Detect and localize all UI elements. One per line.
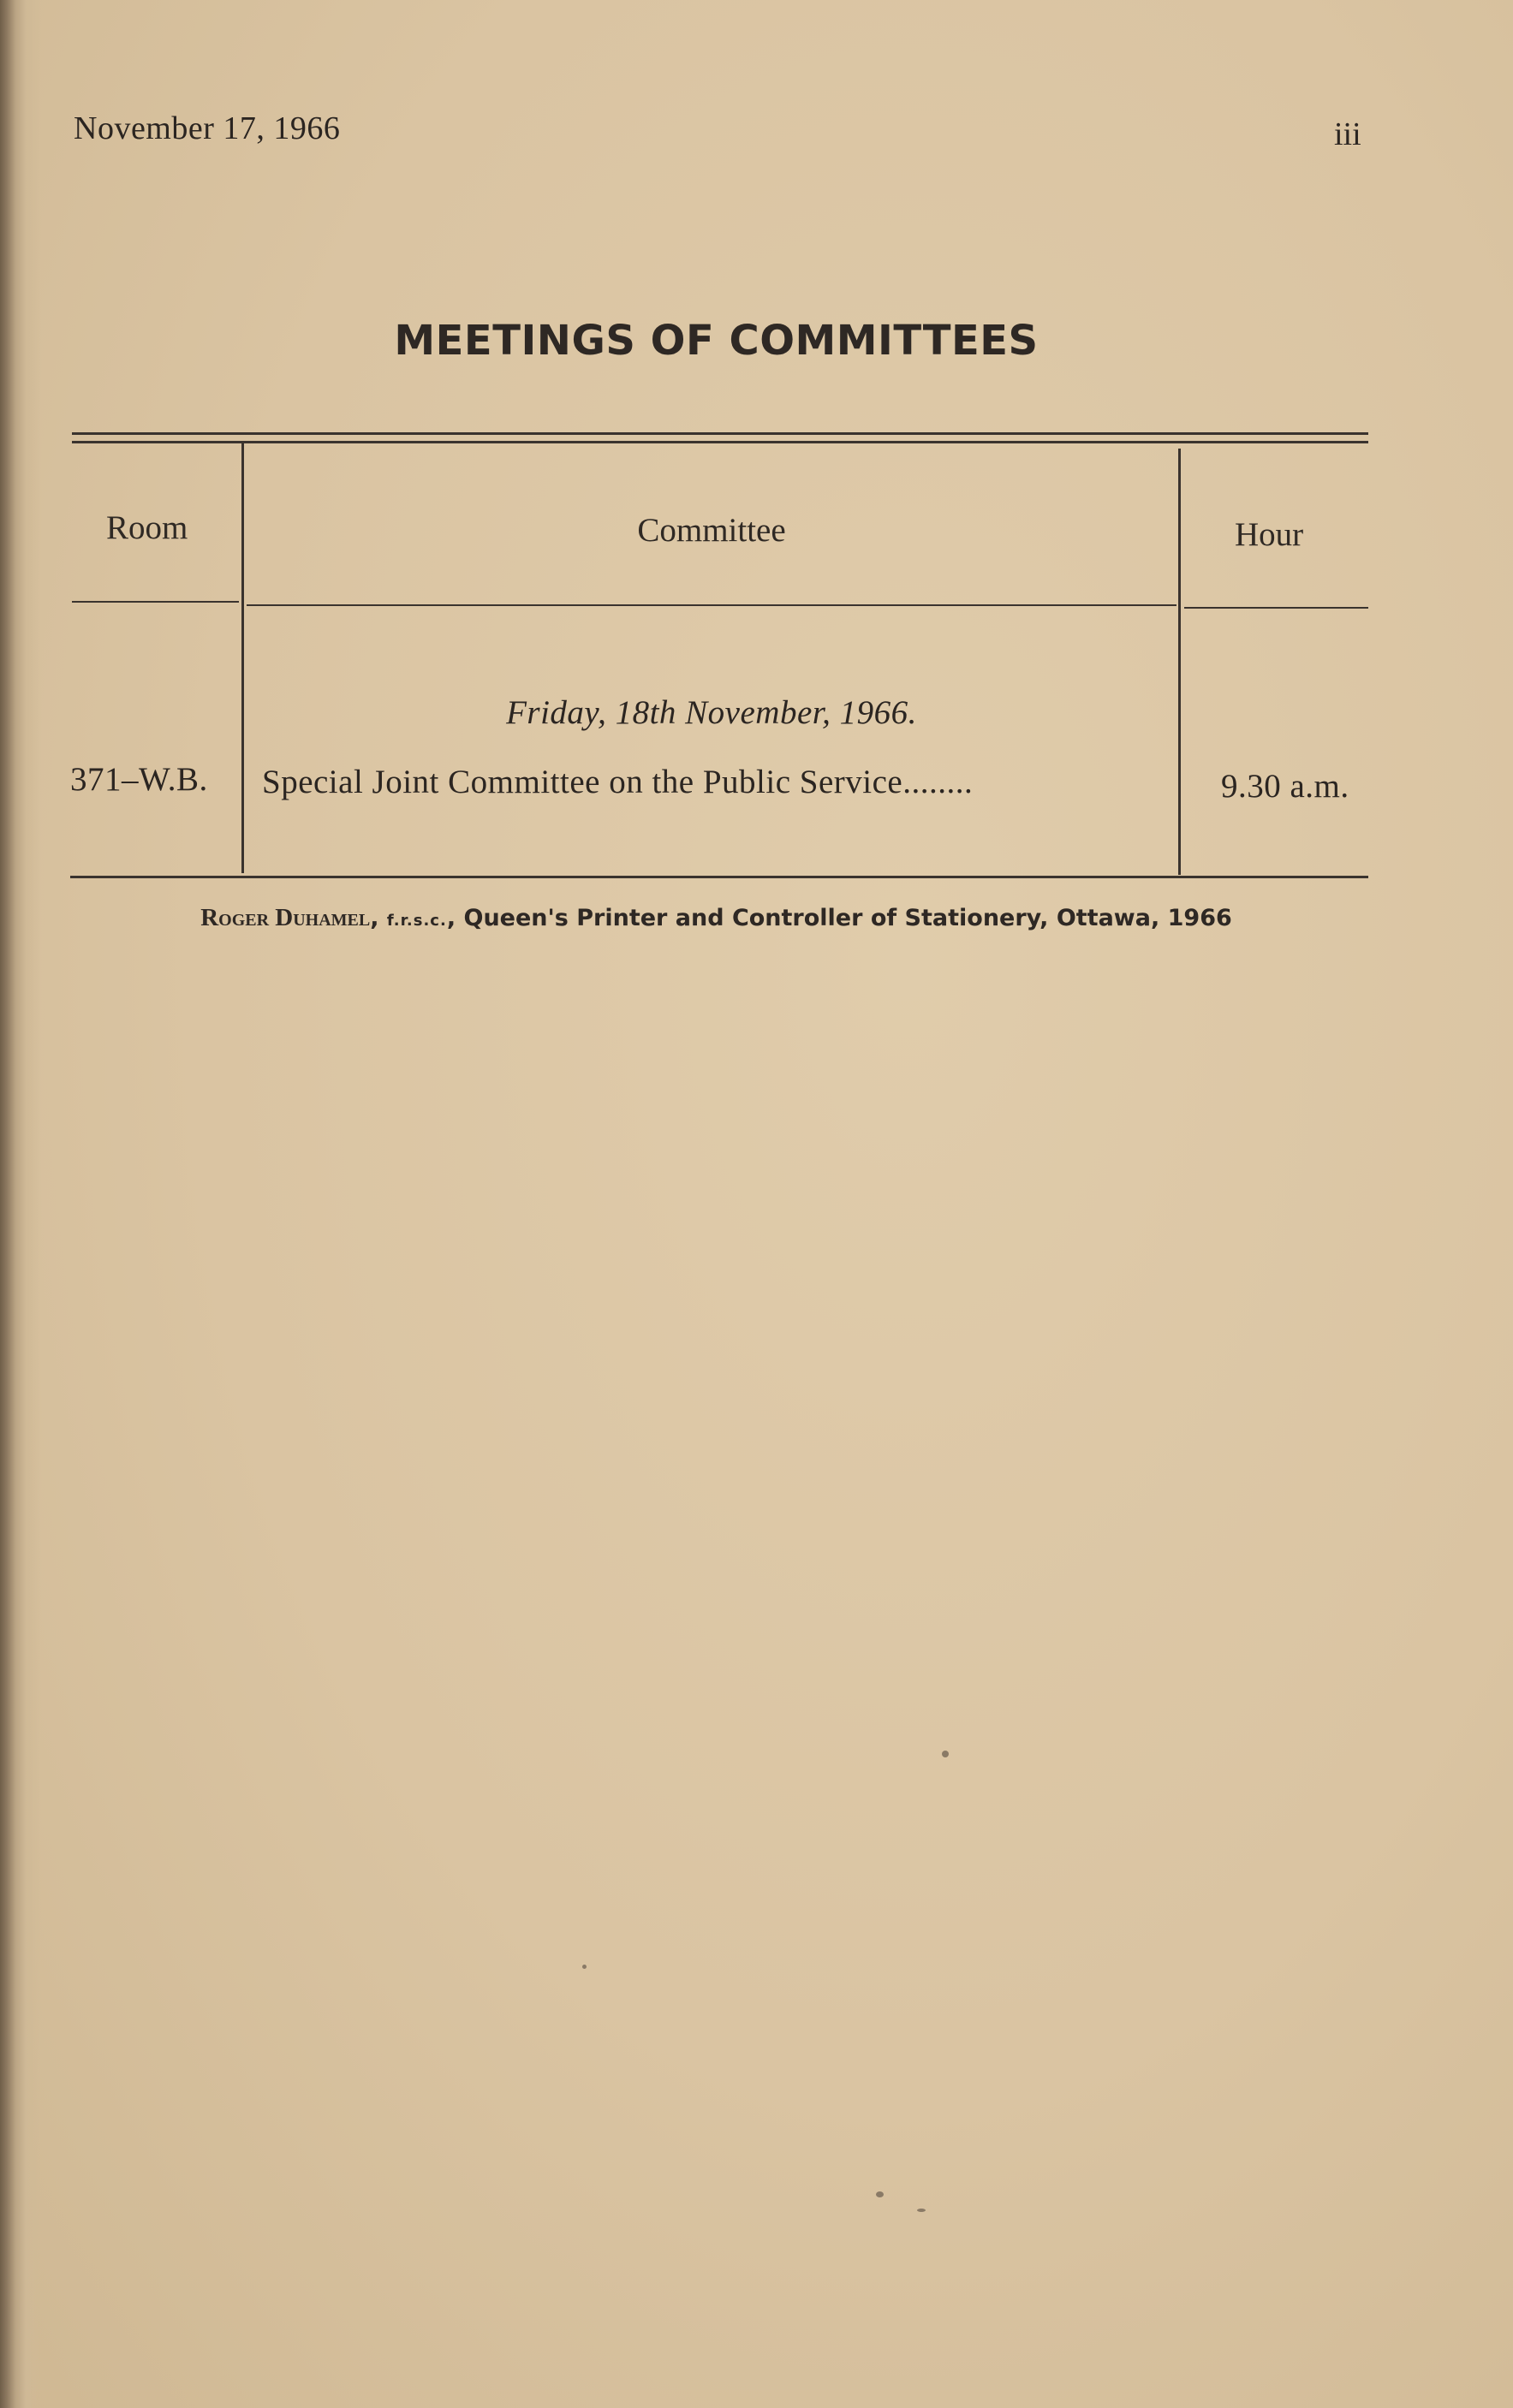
header-rule-room bbox=[72, 601, 239, 603]
header-rule-committee bbox=[247, 604, 1176, 606]
table-cell-hour: 9.30 a.m. bbox=[1221, 768, 1349, 805]
table-top-rule-inner bbox=[72, 441, 1368, 443]
header-rule-hour bbox=[1184, 607, 1368, 609]
paper-speck bbox=[876, 2191, 884, 2197]
page-number: iii bbox=[1334, 116, 1361, 152]
paper-speck bbox=[942, 1751, 949, 1757]
column-divider-hour bbox=[1178, 449, 1181, 875]
column-header-room: Room bbox=[106, 509, 188, 546]
table-top-rule bbox=[72, 432, 1368, 435]
paper-speck bbox=[917, 2209, 926, 2212]
day-heading: Friday, 18th November, 1966. bbox=[506, 694, 917, 731]
column-header-hour: Hour bbox=[1235, 516, 1304, 553]
paper-speck bbox=[582, 1965, 587, 1969]
imprint-text: Queen's Printer and Controller of Stationery, Ottawa, 1966 bbox=[463, 905, 1232, 931]
table-cell-committee: Special Joint Committee on the Public Service........ bbox=[262, 764, 974, 800]
imprint-name: Roger Duhamel bbox=[200, 904, 371, 931]
page-title: MEETINGS OF COMMITTEES bbox=[394, 317, 1039, 365]
imprint-credentials: f.r.s.c. bbox=[386, 912, 447, 930]
table-bottom-rule bbox=[70, 876, 1368, 878]
column-header-committee: Committee bbox=[637, 512, 786, 549]
table-cell-room: 371–W.B. bbox=[70, 761, 208, 798]
printer-imprint: Roger Duhamel, f.r.s.c., Queen's Printer and Controller of Stationery, Ottawa, 1966 bbox=[200, 904, 1232, 931]
header-date: November 17, 1966 bbox=[74, 110, 341, 146]
column-divider-room bbox=[241, 443, 244, 873]
